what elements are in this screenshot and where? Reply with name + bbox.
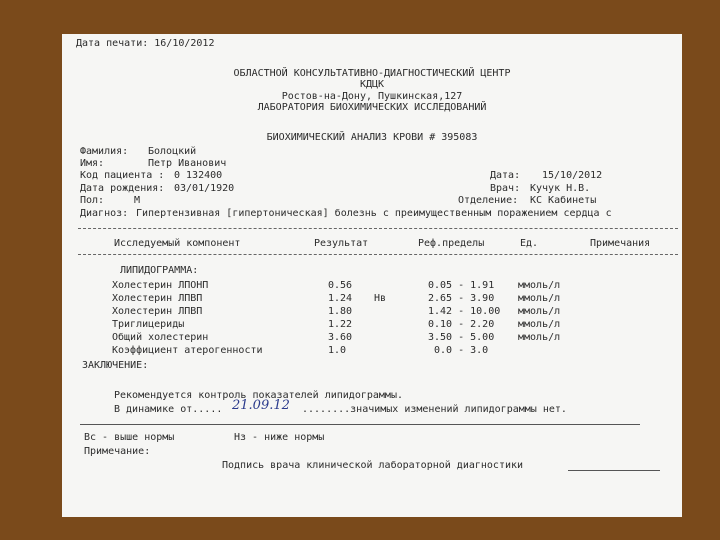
row-reference: 3.50 - 5.00: [428, 332, 495, 343]
row-name: Общий холестерин: [112, 332, 209, 343]
row-reference: 0.05 - 1.91: [428, 280, 495, 291]
sex-value: М: [134, 195, 141, 206]
row-name: Холестерин ЛПВП: [112, 293, 203, 304]
sex-label: Пол:: [80, 195, 105, 206]
legend-low: Нз - ниже нормы: [234, 432, 325, 443]
report-title: БИОХИМИЧЕСКИЙ АНАЛИЗ КРОВИ # 395083: [266, 132, 478, 143]
date-label: Дата:: [490, 170, 521, 181]
patient-code-label: Код пациента :: [80, 170, 165, 181]
doctor-label: Врач:: [490, 183, 521, 194]
col-header-result: Результат: [314, 238, 369, 249]
diagnosis-value: Гипертензивная [гипертоническая] болезнь с преимущественным поражением сердца с: [136, 208, 612, 219]
section-lipidogram: ЛИПИДОГРАММА:: [120, 265, 199, 276]
surname-label: Фамилия:: [80, 146, 129, 157]
diagnosis-label: Диагноз:: [80, 208, 129, 219]
col-header-reference: Реф.пределы: [418, 238, 485, 249]
row-value: 1.80: [328, 306, 353, 317]
dob-value: 03/01/1920: [174, 183, 235, 194]
row-value: 0.56: [328, 280, 353, 291]
row-value: 1.0: [328, 345, 347, 356]
row-flag: Нв: [374, 293, 387, 304]
header-center-abbr: КДЦК: [359, 79, 385, 90]
date-value: 15/10/2012: [542, 170, 603, 181]
row-name: Холестерин ЛПВП: [112, 306, 203, 317]
signature-line: [568, 470, 660, 471]
col-header-notes: Примечания: [590, 238, 651, 249]
separator-line: [78, 254, 678, 255]
separator-line: [80, 424, 640, 425]
handwritten-date: 21.09.12: [232, 398, 290, 413]
conclusion-dynamics-suffix: ........значимых изменений липидограммы нет.: [302, 404, 567, 415]
row-name: Холестерин ЛПОНП: [112, 280, 209, 291]
doctor-value: Кучук Н.В.: [530, 183, 591, 194]
signature-label: Подпись врача клинической лабораторной диагностики: [222, 460, 524, 471]
header-address: Ростов-на-Дону, Пушкинская,127: [281, 91, 463, 102]
row-reference: 2.65 - 3.90: [428, 293, 495, 304]
name-label: Имя:: [80, 158, 105, 169]
row-reference: 1.42 - 10.00: [428, 306, 501, 317]
row-unit: ммоль/л: [518, 306, 561, 317]
conclusion-dynamics-prefix: В динамике от.....: [114, 404, 223, 415]
legend-high: Вс - выше нормы: [84, 432, 175, 443]
patient-code-value: 0 132400: [174, 170, 223, 181]
header-lab-name: ЛАБОРАТОРИЯ БИОХИМИЧЕСКИХ ИССЛЕДОВАНИЙ: [257, 102, 487, 113]
lab-report-sheet: [62, 34, 682, 517]
conclusion-label: ЗАКЛЮЧЕНИЕ:: [82, 360, 149, 371]
conclusion-text: Рекомендуется контроль показателей липидограммы.: [114, 390, 403, 401]
row-name: Триглицериды: [112, 319, 185, 330]
row-value: 1.22: [328, 319, 353, 330]
row-unit: ммоль/л: [518, 319, 561, 330]
header-center-name: ОБЛАСТНОЙ КОНСУЛЬТАТИВНО-ДИАГНОСТИЧЕСКИЙ ЦЕНТР: [233, 68, 511, 79]
surname-value: Болоцкий: [148, 146, 197, 157]
col-header-unit: Ед.: [520, 238, 539, 249]
row-unit: ммоль/л: [518, 293, 561, 304]
row-value: 3.60: [328, 332, 353, 343]
row-name: Коэффициент атерогенности: [112, 345, 263, 356]
separator-line: [78, 228, 678, 229]
row-reference: 0.0 - 3.0: [434, 345, 489, 356]
print-date: Дата печати: 16/10/2012: [76, 38, 215, 49]
department-value: КС Кабинеты: [530, 195, 597, 206]
row-unit: ммоль/л: [518, 332, 561, 343]
note-label: Примечание:: [84, 446, 151, 457]
row-unit: ммоль/л: [518, 280, 561, 291]
name-value: Петр Иванович: [148, 158, 227, 169]
department-label: Отделение:: [458, 195, 519, 206]
col-header-component: Исследуемый компонент: [114, 238, 241, 249]
row-reference: 0.10 - 2.20: [428, 319, 495, 330]
dob-label: Дата рождения:: [80, 183, 165, 194]
row-value: 1.24: [328, 293, 353, 304]
